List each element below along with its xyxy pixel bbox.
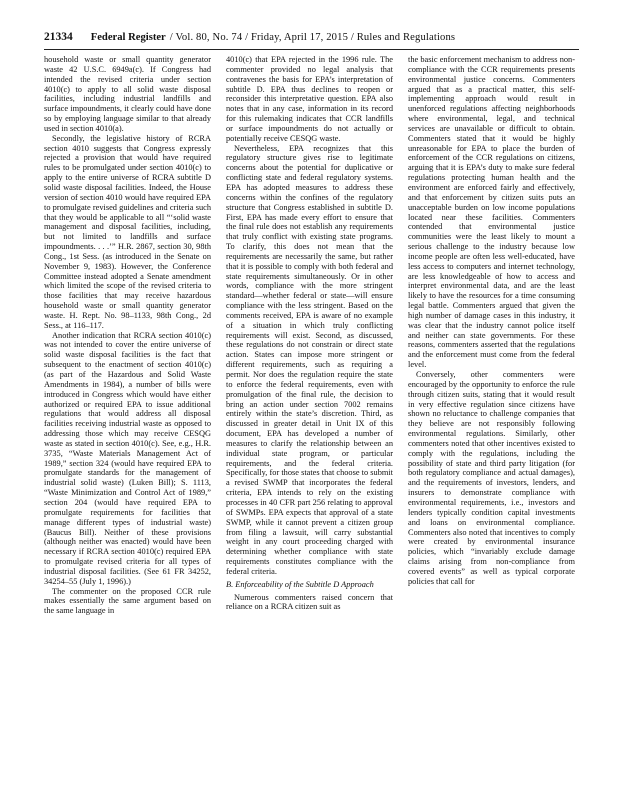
paragraph: Numerous commenters raised concern that reliance on a RCRA citizen suit as — [226, 592, 393, 612]
paragraph: household waste or small quantity generator waste 42 U.S.C. 6949a(c). If Congress had intended the revised criteria under section 4010(c) to apply to all solid waste disposal facilities, including industrial landfills and surface impoundments, it clearly could have done so by employing language similar to that already used in section 4010(a). — [44, 55, 211, 133]
journal-title: Federal Register — [90, 32, 166, 43]
paragraph: Another indication that RCRA section 4010(c) was not intended to cover the entire universe of solid waste disposal facilities is the fact that subsequent to the enactment of section 4010(c) (as part of the Hazardous and Solid Waste Amendments in 1984), a number of bills were introduced in Congress which would have either authorized or required EPA to issue additional regulations that would address all disposal facilities receiving industrial waste as opposed to addressing those which may receive CESQG waste as stated in section 4010(c). See, e.g., H.R. 3735, “Waste Materials Management Act of 1989,” section 324 (would have required EPA to promulgate standards for the management of industrial solid waste) (Luken Bill); S. 1113, “Waste Minimization and Control Act of 1989,” section 204 (would have required EPA to promulgate requirements for facilities that manage different types of industrial waste) (Baucus Bill). Neither of these provisions (although neither was enacted) would have been necessary if RCRA section 4010(c) required EPA to promulgate revised criteria for all types of industrial disposal facilities. (See 61 FR 34252, 34254–55 (July 1, 1996).) — [44, 330, 211, 586]
paragraph: The commenter on the proposed CCR rule makes essentially the same argument based on the same language in — [44, 586, 211, 616]
issue-details: / Vol. 80, No. 74 / Friday, April 17, 2015 / Rules and Regulations — [169, 32, 456, 43]
header-rule — [44, 49, 579, 50]
paragraph: Secondly, the legislative history of RCRA section 4010 suggests that Congress expressly rejected a provision that would have required rules to be promulgated under section 4010(c) to apply to the entire universe of RCRA subtitle D solid waste disposal facilities. Indeed, the House version of section 4010 would have required EPA to promulgate revised guidelines and criteria such that they would be applicable to all “‘solid waste management and disposal facilities, including, but not limited to landfills and surface impoundments. . . .’” H.R. 2867, section 30, 98th Cong., 1st Sess. (as introduced in the Senate on November 9, 1983). However, the Conference Committee instead adopted a Senate amendment which limited the scope of the revised criteria to those facilities that may receive hazardous household waste or small quantity generator waste. H. Rept. No. 98–1133, 98th Cong., 2d Sess., at 116–117. — [44, 133, 211, 330]
text-column-2 — [226, 55, 393, 612]
section-subheading: B. Enforceability of the Subtitle D Approach — [226, 579, 374, 589]
paragraph: 4010(c) that EPA rejected in the 1996 rule. The commenter provided no legal analysis that contravenes the basis for EPA’s interpretation of subtitle D. EPA thus declines to reopen or reconsider this interpretative question. EPA also notes that in any case, information in its record for this rulemaking indicates that CCR landfills or surface impoundments do not actually or potentially receive CESQG waste. — [226, 55, 393, 143]
paragraph: the basic enforcement mechanism to address non-compliance with the CCR requirements presents environmental justice concerns. Commenters argued that as a practical matter, this self-implementing approach would result in unenforced regulations affecting neighborhoods where environmental, legal, and technical services are unavailable or difficult to obtain. Commenters stated that it would be highly unreasonable for EPA to place the burden of enforcement of the CCR regulations on citizens, arguing that it is EPA’s duty to make sure federal regulations protecting human health and the environment are enforced fairly and effectively, and that enforcement by citizen suits puts an unacceptable burden on low income populations located near these facilities. Commenters contended that environmental justice communities were the least likely to mount a serious challenge to the industry because low income people are often less well-educated, have less access to computers and internet technology, are less knowledgeable of how to access and interpret environmental data, and are the least likely to have the resources for a time consuming legal battle. Commenters argued that given the high number of damage cases in this industry, it was clear that the industry cannot police itself and neither can state governments. For these reasons, commenters asserted that the regulations and the enforcement must come from the federal level. — [408, 55, 575, 370]
text-column-3 — [408, 55, 575, 587]
text-column-1 — [44, 55, 211, 616]
paragraph: Nevertheless, EPA recognizes that this regulatory structure gives rise to legitimate concerns about the potential for duplicative or conflicting state and federal regulatory systems. EPA has adopted measures to address these concerns within the confines of the regulatory structure that Congress established in subtitle D. First, EPA has made every effort to ensure that the final rule does not establish any requirements that truly conflict with existing state programs. To clarify, this does not mean that the requirements are necessarily the same, but rather that it is possible to comply with both federal and state requirements simultaneously. Or in other words, compliance with the more stringent standard—whether federal or state—will ensure compliance with the less stringent. Based on the comments received, EPA is aware of no example of a situation in which truly conflicting requirements will exist. Second, as discussed, these regulations do not constrain or direct state action. States can impose more stringent or different requirements, such as requiring a permit. Nor does the regulation require the state to enforce the federal requirements, even with promulgation of the final rule, the decision to bring an action under section 7002 remains entirely within the state’s discretion. Third, as discussed in greater detail in Unit IX of this document, EPA has developed a number of measures to clarify the relationship between an individual state program, or particular requirements, and the federal criteria. Specifically, for those states that choose to submit a revised SWMP that incorporates the federal criteria, EPA intends to rely on the existing processes in 40 CFR part 256 relating to approval of SWMPs. EPA expects that approval of a state SWMP, while it cannot prevent a citizen group from filing a lawsuit, will carry substantial weight in any court proceeding charged with determining whether compliance with state requirements constitutes compliance with the federal criteria. — [226, 143, 393, 576]
running-header — [44, 31, 579, 47]
page-number: 21334 — [44, 31, 73, 43]
paragraph: Conversely, other commenters were encouraged by the opportunity to enforce the rule through citizen suits, stating that it would result in very effective regulation since citizens have shown no reluctance to challenge companies that they believe are not responsibly following environmental regulations. Similarly, other commenters noted that other incentives existed to comply with the regulations, including the possibility of state and third party litigation (for both regulatory compliance and actual damages), and the requirements of investors, lenders, and insurers to demonstrate compliance with environmental requirements, i.e., investors and lenders typically condition capital investments and loans on environmental compliance. Commenters also noted that incentives to comply were created by environmental insurance policies, which “invariably exclude damage claims arising from non-compliance from covered events” as well as typical corporate policies that call for — [408, 370, 575, 586]
